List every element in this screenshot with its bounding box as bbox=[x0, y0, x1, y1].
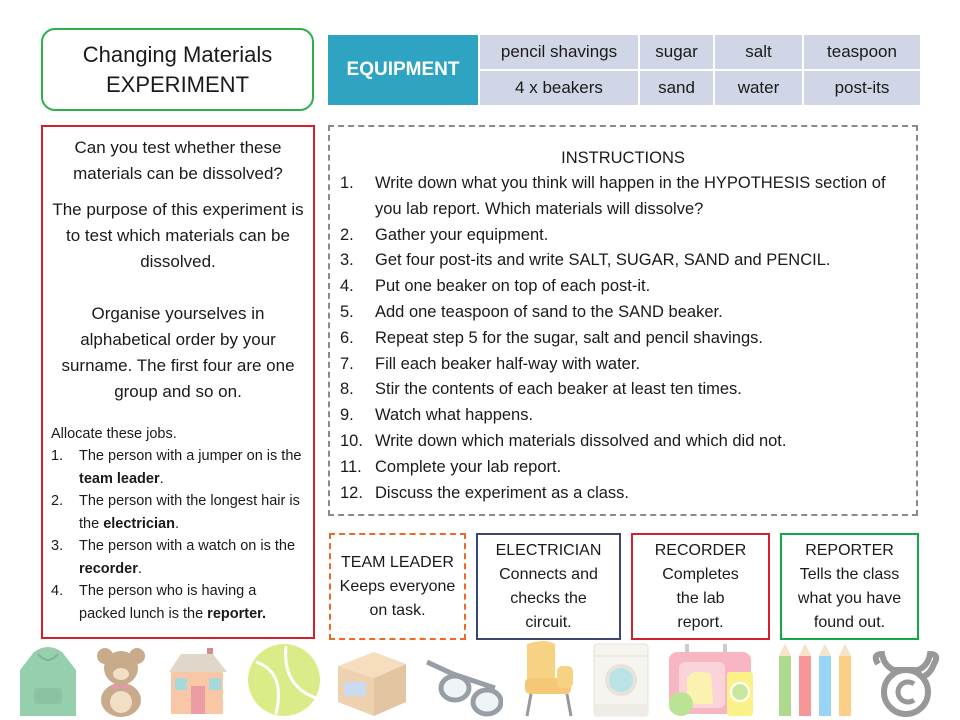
role-title: ELECTRICIAN bbox=[495, 541, 602, 559]
jobs-title: Allocate these jobs. bbox=[51, 426, 177, 442]
house-icon bbox=[161, 646, 233, 718]
equipment-header: EQUIPMENT bbox=[328, 35, 478, 105]
hoodie-icon bbox=[16, 646, 80, 718]
equipment-item: salt bbox=[715, 35, 802, 69]
equipment-item: 4 x beakers bbox=[480, 71, 638, 105]
instruction-step: 3. Get four post-its and write SALT, SUGAR, SAND and PENCIL. bbox=[340, 251, 831, 270]
instruction-step: 2. Gather your equipment. bbox=[340, 225, 549, 244]
instructions-panel bbox=[328, 125, 918, 516]
job-item: 2. The person with the longest hair is the electrician. bbox=[51, 493, 300, 532]
role-name: recorder bbox=[79, 560, 138, 577]
cardboard-box-icon bbox=[334, 642, 410, 718]
instruction-step: 6. Repeat step 5 for the sugar, salt and pencil shavings. bbox=[340, 328, 763, 347]
lunchbox-icon bbox=[663, 642, 763, 718]
role-title: TEAM LEADER bbox=[341, 553, 454, 571]
equipment-item: post-its bbox=[804, 71, 920, 105]
instruction-step: 10. Write down which materials dissolved and which did not. bbox=[340, 431, 787, 450]
role-card-electrician bbox=[476, 533, 621, 640]
instruction-step: 1. Write down what you think will happen in the HYPOTHESIS section of you lab report. Which materials will dissolve? bbox=[340, 174, 886, 218]
equipment-item: water bbox=[715, 71, 802, 105]
instruction-step: 11. Complete your lab report. bbox=[340, 457, 562, 476]
instructions-title: INSTRUCTIONS bbox=[561, 149, 685, 167]
role-card-recorder bbox=[631, 533, 770, 640]
instruction-step: 9. Watch what happens. bbox=[340, 406, 534, 425]
tennis-ball-icon bbox=[246, 642, 322, 718]
role-description: Connects and checks the circuit. bbox=[499, 565, 598, 631]
armchair-icon bbox=[515, 638, 579, 718]
intro-panel bbox=[41, 125, 315, 639]
instructions-list bbox=[340, 171, 906, 506]
title-line-2: EXPERIMENT bbox=[105, 71, 250, 97]
job-item: 3. The person with a watch on is the recorder. bbox=[51, 538, 296, 577]
equipment-item: teaspoon bbox=[804, 35, 920, 69]
instruction-step: 8. Stir the contents of each beaker at least ten times. bbox=[340, 380, 742, 399]
instruction-step: 4. Put one beaker on top of each post-it. bbox=[340, 277, 651, 296]
equipment-item: sugar bbox=[640, 35, 713, 69]
role-description: Keeps everyone on task. bbox=[339, 577, 456, 619]
role-title: RECORDER bbox=[654, 541, 747, 559]
jobs-list bbox=[51, 445, 310, 625]
organise-text: Organise yourselves in alphabetical order by your surname. The first four are one group and so on. bbox=[61, 304, 295, 401]
role-name: electrician bbox=[103, 515, 175, 532]
job-item: 4. The person who is having a packed lunch is the reporter. bbox=[51, 583, 267, 622]
role-description: Tells the class what you have found out. bbox=[797, 565, 902, 631]
purpose-text: The purpose of this experiment is to test which materials can be dissolved. bbox=[52, 200, 304, 271]
role-name: team leader bbox=[79, 470, 160, 487]
glasses-icon bbox=[423, 654, 503, 718]
title-box bbox=[41, 28, 314, 111]
instruction-step: 5. Add one teaspoon of sand to the SAND beaker. bbox=[340, 302, 723, 321]
job-item: 1. The person with a jumper on is the team leader. bbox=[51, 448, 310, 487]
question-text: Can you test whether these materials can be dissolved? bbox=[73, 138, 283, 183]
teddy-bear-icon bbox=[93, 646, 149, 718]
title-line-1: Changing Materials bbox=[82, 41, 273, 67]
role-card-reporter bbox=[780, 533, 919, 640]
decorative-icon-strip bbox=[0, 640, 960, 720]
instruction-step: 7. Fill each beaker half-way with water. bbox=[340, 354, 641, 373]
copyright-logo-icon bbox=[868, 650, 944, 718]
role-description: Completes the lab report. bbox=[662, 565, 739, 631]
role-title: REPORTER bbox=[805, 541, 894, 559]
equipment-item: sand bbox=[640, 71, 713, 105]
instruction-step: 12. Discuss the experiment as a class. bbox=[340, 483, 630, 502]
equipment-item: pencil shavings bbox=[480, 35, 638, 69]
role-name: reporter. bbox=[207, 605, 267, 622]
washing-machine-icon bbox=[592, 642, 650, 718]
equipment-table bbox=[328, 35, 918, 104]
role-card-team-leader bbox=[329, 533, 466, 640]
pencils-icon bbox=[775, 642, 855, 718]
